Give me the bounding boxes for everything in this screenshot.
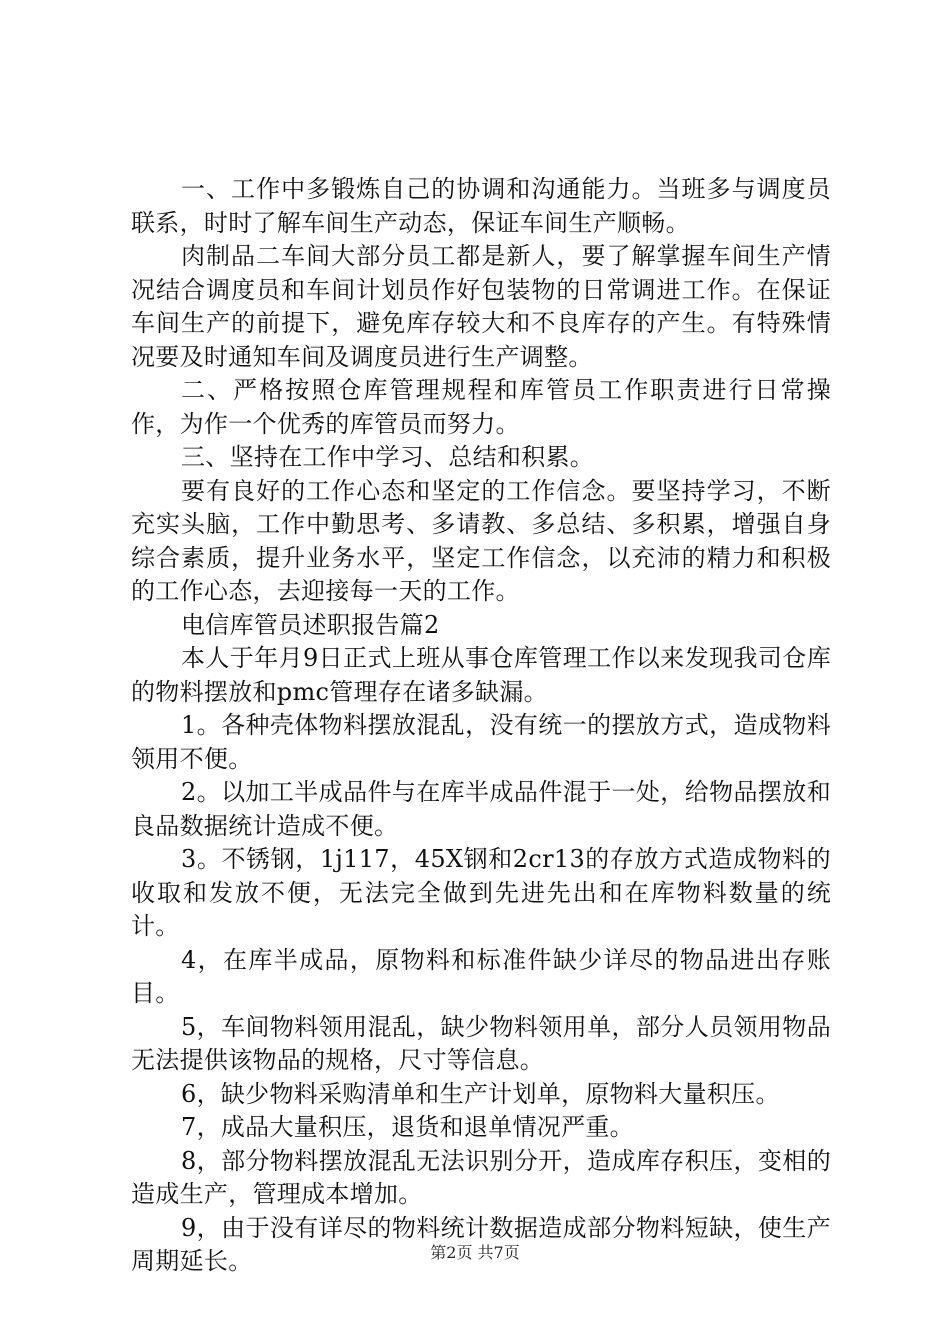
paragraph: 二、严格按照仓库管理规程和库管员工作职责进行日常操作，为作一个优秀的库管员而努力。	[131, 376, 831, 438]
list-item: 3。不锈钢，1j117，45X钢和2cr13的存放方式造成物料的收取和发放不便，无法完全做到先进先出和在库物料数量的统计。	[131, 845, 831, 940]
list-item: 2。以加工半成品件与在库半成品件混于一处，给物品摆放和良品数据统计造成不便。	[131, 778, 831, 840]
document-body	[131, 173, 831, 1279]
list-item: 6，缺少物料采购清单和生产计划单，原物料大量积压。	[181, 1079, 780, 1108]
list-item: 5，车间物料领用混乱，缺少物料领用单，部分人员领用物品无法提供该物品的规格，尺寸等信息。	[131, 1012, 831, 1074]
page-number-footer: 第2页 共7页	[430, 1243, 520, 1262]
paragraph: 三、坚持在工作中学习、总结和积累。	[181, 443, 595, 471]
paragraph: 一、工作中多锻炼自己的协调和沟通能力。当班多与调度员联系，时时了解车间生产动态，保证车间生产顺畅。	[131, 175, 831, 237]
paragraph: 肉制品二车间大部分员工都是新人，要了解掌握车间生产情况结合调度员和车间计划员作好包装物的日常调进工作。在保证车间生产的前提下，避免库存较大和不良库存的产生。有特殊情况要及时通知车间及调度员进行生产调整。	[131, 242, 831, 371]
section-title: 电信库管员述职报告篇2	[181, 610, 440, 639]
list-item: 8，部分物料摆放混乱无法识别分开，造成库存积压，变相的造成生产，管理成本增加。	[131, 1146, 831, 1208]
list-item: 9，由于没有详尽的物料统计数据造成部分物料短缺，使生产周期延长。	[131, 1213, 831, 1275]
paragraph: 要有良好的工作心态和坚定的工作信念。要坚持学习，不断充实头脑，工作中勤思考、多请教、多总结、多积累，增强自身综合素质，提升业务水平，坚定工作信念，以充沛的精力和积极的工作心态，去迎接每一天的工作。	[131, 476, 831, 605]
paragraph: 本人于年月9日正式上班从事仓库管理工作以来发现我司仓库的物料摆放和pmc管理存在诸多缺漏。	[131, 644, 831, 706]
list-item: 7，成品大量积压，退货和退单情况严重。	[181, 1113, 634, 1141]
list-item: 4，在库半成品，原物料和标准件缺少详尽的物品进出存账目。	[131, 945, 831, 1007]
list-item: 1。各种壳体物料摆放混乱，没有统一的摆放方式，造成物料领用不便。	[131, 711, 831, 773]
